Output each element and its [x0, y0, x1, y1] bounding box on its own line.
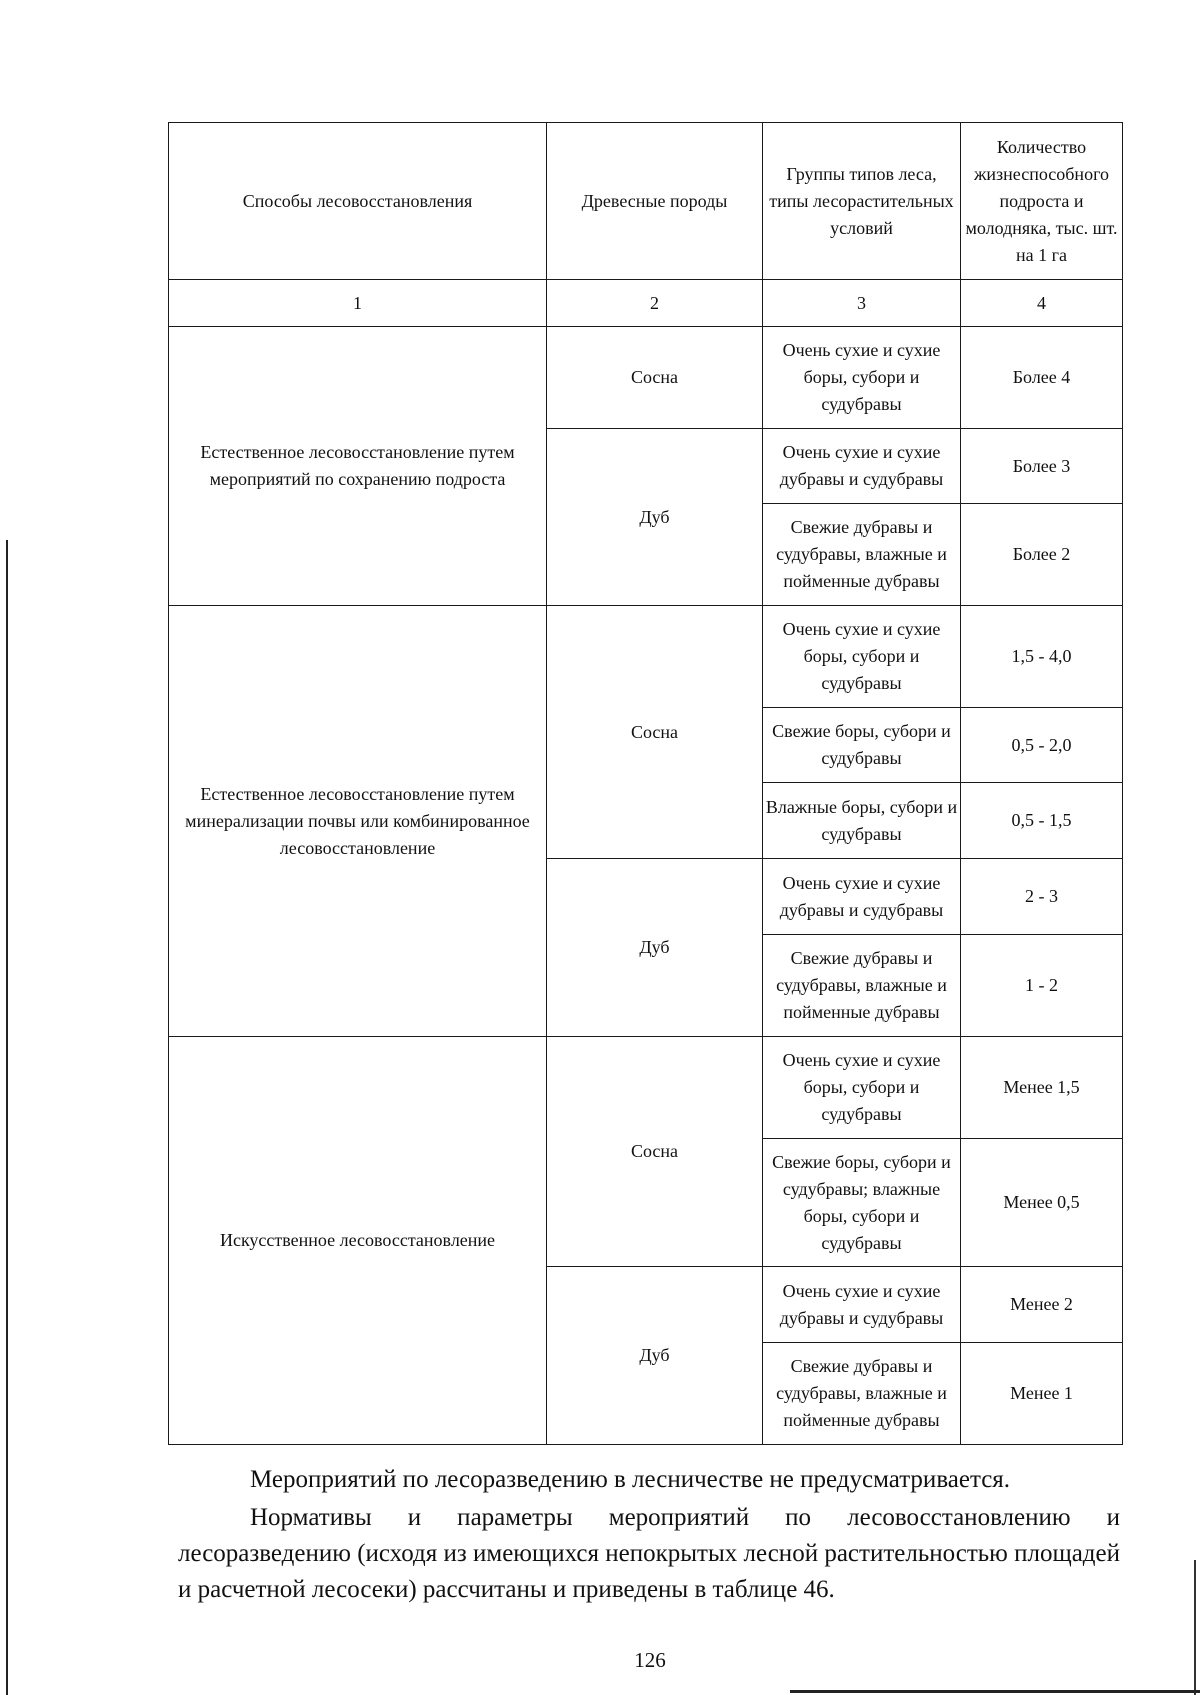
quantity-cell: 2 - 3	[961, 859, 1123, 935]
conditions-cell: Очень сухие и сухие боры, субори и судубравы	[763, 606, 961, 708]
paragraph-norms-reference: Нормативы и параметры мероприятий по лесовосстановлению и лесоразведению (исходя из имеющихся непокрытых лесной растительностью площадей и расчетной лесосеки) рассчитаны и приведены в таблице 46.	[178, 1504, 1120, 1603]
paragraph-no-afforestation: Мероприятий по лесоразведению в лесничестве не предусматривается.	[250, 1466, 1011, 1493]
quantity-cell: 1 - 2	[961, 935, 1123, 1037]
column-number: 4	[961, 280, 1123, 327]
table-header-row	[169, 123, 1123, 280]
quantity-cell: Менее 0,5	[961, 1139, 1123, 1267]
conditions-cell: Свежие дубравы и судубравы, влажные и пойменные дубравы	[763, 935, 961, 1037]
quantity-cell: Более 2	[961, 504, 1123, 606]
species-cell: Дуб	[547, 429, 763, 606]
quantity-cell: Более 3	[961, 429, 1123, 504]
conditions-cell: Очень сухие и сухие дубравы и судубравы	[763, 429, 961, 504]
scan-edge-mark	[6, 540, 8, 1695]
method-cell: Естественное лесовосстановление путем минерализации почвы или комбинированное лесовосстановление	[169, 606, 547, 1037]
column-number: 1	[169, 280, 547, 327]
header-methods: Способы лесовосстановления	[169, 123, 547, 280]
quantity-cell: Менее 1,5	[961, 1037, 1123, 1139]
quantity-cell: Менее 2	[961, 1267, 1123, 1343]
conditions-cell: Очень сухие и сухие дубравы и судубравы	[763, 1267, 961, 1343]
table-row	[169, 606, 1123, 708]
species-cell: Сосна	[547, 606, 763, 859]
conditions-cell: Свежие дубравы и судубравы, влажные и пойменные дубравы	[763, 504, 961, 606]
header-quantity: Количество жизнеспособного подроста и молодняка, тыс. шт. на 1 га	[961, 123, 1123, 280]
species-cell: Дуб	[547, 859, 763, 1037]
column-number: 3	[763, 280, 961, 327]
quantity-cell: 0,5 - 2,0	[961, 708, 1123, 783]
quantity-cell: Менее 1	[961, 1343, 1123, 1445]
conditions-cell: Очень сухие и сухие боры, субори и судубравы	[763, 327, 961, 429]
header-species: Древесные породы	[547, 123, 763, 280]
species-cell: Сосна	[547, 327, 763, 429]
conditions-cell: Свежие дубравы и судубравы, влажные и пойменные дубравы	[763, 1343, 961, 1445]
quantity-cell: Более 4	[961, 327, 1123, 429]
column-number-row	[169, 280, 1123, 327]
method-cell: Искусственное лесовосстановление	[169, 1037, 547, 1445]
reforestation-norms-table	[168, 122, 1123, 1445]
conditions-cell: Свежие боры, субори и судубравы	[763, 708, 961, 783]
quantity-cell: 1,5 - 4,0	[961, 606, 1123, 708]
quantity-cell: 0,5 - 1,5	[961, 783, 1123, 859]
conditions-cell: Свежие боры, субори и судубравы; влажные боры, субори и судубравы	[763, 1139, 961, 1267]
conditions-cell: Очень сухие и сухие боры, субори и судубравы	[763, 1037, 961, 1139]
table-row	[169, 1037, 1123, 1139]
species-cell: Сосна	[547, 1037, 763, 1267]
page-number: 126	[634, 1648, 666, 1672]
scan-edge-mark	[790, 1690, 1200, 1693]
conditions-cell: Влажные боры, субори и судубравы	[763, 783, 961, 859]
species-cell: Дуб	[547, 1267, 763, 1445]
method-cell: Естественное лесовосстановление путем мероприятий по сохранению подроста	[169, 327, 547, 606]
conditions-cell: Очень сухие и сухие дубравы и судубравы	[763, 859, 961, 935]
table-row	[169, 327, 1123, 429]
header-forest-types: Группы типов леса, типы лесорастительных условий	[763, 123, 961, 280]
column-number: 2	[547, 280, 763, 327]
scan-edge-mark	[1194, 1560, 1196, 1695]
